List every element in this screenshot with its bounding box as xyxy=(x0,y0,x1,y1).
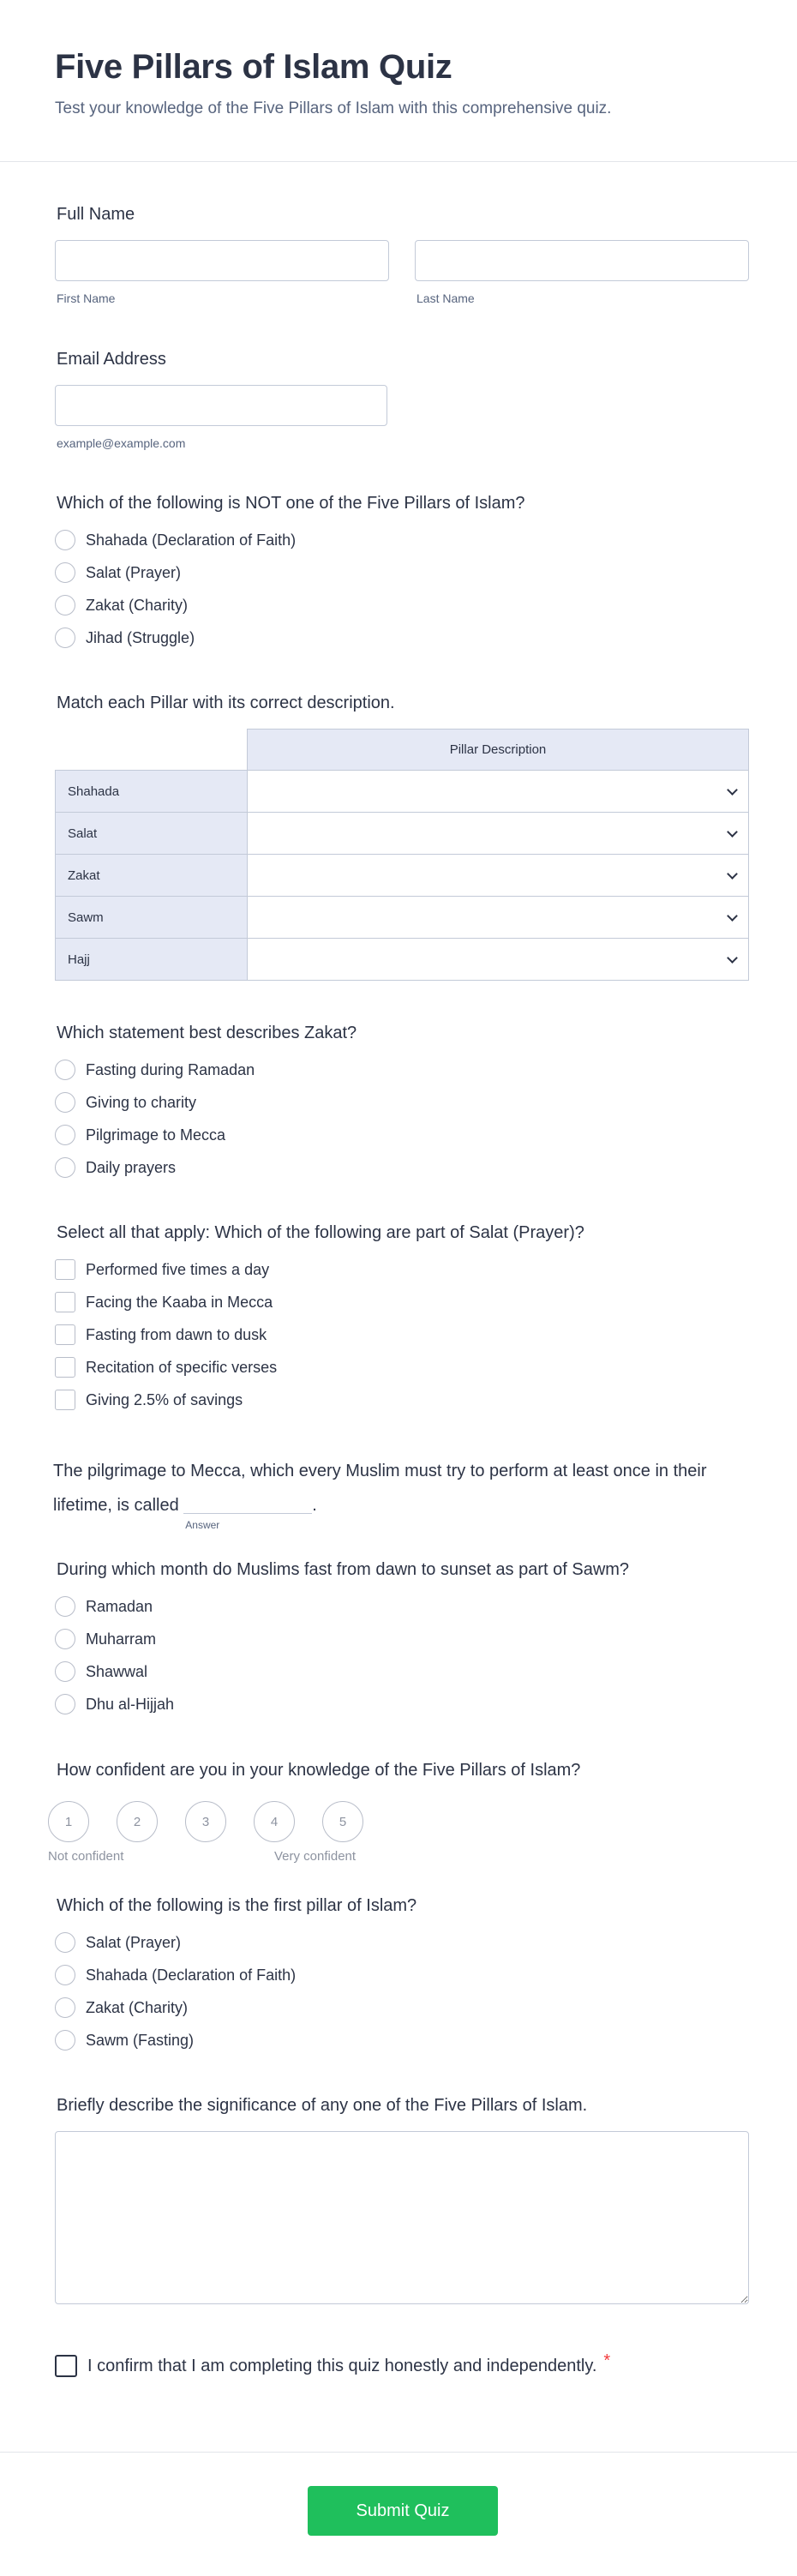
answer-blank-input[interactable] xyxy=(183,1495,312,1531)
option-label: Fasting during Ramadan xyxy=(86,1060,255,1078)
matrix-label: Match each Pillar with its correct description. xyxy=(57,694,395,712)
option-label: Giving 2.5% of savings xyxy=(86,1390,243,1408)
answer-sublabel: Answer xyxy=(185,1519,220,1531)
option-label: Recitation of specific verses xyxy=(86,1358,278,1376)
full-name-label: Full Name xyxy=(57,205,135,224)
radio-button[interactable] xyxy=(55,1125,75,1145)
first-name-input[interactable] xyxy=(55,240,389,281)
radio-option[interactable] xyxy=(55,1655,749,1688)
required-asterisk: * xyxy=(603,2351,611,2370)
radio-button[interactable] xyxy=(55,1092,75,1113)
confirm-label: I confirm that I am completing this quiz honestly and independently. xyxy=(87,2356,597,2375)
matrix-row-header: Sawm xyxy=(56,897,248,939)
radio-button[interactable] xyxy=(55,1661,75,1682)
question-label: Which of the following is the first pillar of Islam? xyxy=(57,1896,417,1915)
radio-option[interactable] xyxy=(55,621,749,654)
email-label: Email Address xyxy=(57,350,166,369)
option-label: Shahada (Declaration of Faith) xyxy=(86,1966,297,1984)
radio-option[interactable] xyxy=(55,589,749,621)
option-label: Performed five times a day xyxy=(86,1260,270,1278)
matrix-dropdown[interactable] xyxy=(248,813,749,855)
question-label: Select all that apply: Which of the following are part of Salat (Prayer)? xyxy=(57,1223,584,1242)
option-label: Sawm (Fasting) xyxy=(86,2031,195,2049)
radio-button[interactable] xyxy=(55,1997,75,2018)
radio-option[interactable] xyxy=(55,556,749,589)
full-name-field xyxy=(55,202,749,305)
options-list xyxy=(55,1926,749,2057)
question-label: Which of the following is NOT one of the Five Pillars of Islam? xyxy=(57,494,525,513)
checkbox-option[interactable] xyxy=(55,1351,749,1384)
last-name-input[interactable] xyxy=(415,240,749,281)
question-label: Briefly describe the significance of any one of the Five Pillars of Islam. xyxy=(57,2096,588,2115)
fill-in-blank-question xyxy=(53,1454,749,1531)
radio-button[interactable] xyxy=(55,1060,75,1080)
radio-button[interactable] xyxy=(55,1932,75,1953)
option-label: Ramadan xyxy=(86,1597,153,1615)
significance-textarea[interactable] xyxy=(55,2131,749,2304)
matrix-row-header: Zakat xyxy=(56,855,248,897)
option-label: Shahada (Declaration of Faith) xyxy=(86,531,297,549)
radio-option[interactable] xyxy=(55,524,749,556)
chevron-down-icon xyxy=(727,952,738,964)
confirm-checkbox[interactable] xyxy=(55,2355,77,2377)
rating-scale xyxy=(48,1801,749,1842)
radio-option[interactable] xyxy=(55,1119,749,1151)
email-input[interactable] xyxy=(55,385,387,426)
checkbox[interactable] xyxy=(55,1390,75,1410)
option-label: Zakat (Charity) xyxy=(86,596,189,614)
checkbox-option[interactable] xyxy=(55,1286,749,1318)
option-label: Daily prayers xyxy=(86,1158,177,1176)
matrix-dropdown[interactable] xyxy=(248,897,749,939)
fill-in-text xyxy=(53,1454,749,1531)
scale-option-3[interactable]: 3 xyxy=(185,1801,226,1842)
matrix-table xyxy=(55,729,749,981)
radio-button[interactable] xyxy=(55,1965,75,1985)
checkbox[interactable] xyxy=(55,1292,75,1312)
scale-high-label: Very confident xyxy=(274,1849,357,1864)
scale-low-label: Not confident xyxy=(48,1849,124,1864)
confirm-checkbox-row[interactable] xyxy=(55,2351,749,2377)
matrix-dropdown[interactable] xyxy=(248,855,749,897)
matrix-row-header: Shahada xyxy=(56,771,248,813)
question-sawm-month xyxy=(55,1558,749,1720)
option-label: Facing the Kaaba in Mecca xyxy=(86,1293,273,1311)
matrix-question xyxy=(55,691,749,981)
radio-option[interactable] xyxy=(55,1054,749,1086)
radio-button[interactable] xyxy=(55,595,75,615)
option-label: Dhu al-Hijjah xyxy=(86,1695,175,1713)
option-label: Salat (Prayer) xyxy=(86,1933,182,1951)
radio-option[interactable] xyxy=(55,1926,749,1959)
email-sublabel: example@example.com xyxy=(57,436,186,450)
option-label: Shawwal xyxy=(86,1662,148,1680)
radio-button[interactable] xyxy=(55,1157,75,1178)
radio-option[interactable] xyxy=(55,1151,749,1184)
scale-labels xyxy=(48,1849,749,1866)
fill-in-text-line1: The pilgrimage to Mecca, which every Muslim must try to perform at least once in their xyxy=(53,1462,707,1480)
radio-button[interactable] xyxy=(55,562,75,583)
radio-option[interactable] xyxy=(55,1623,749,1655)
scale-option-1[interactable]: 1 xyxy=(48,1801,89,1842)
checkbox[interactable] xyxy=(55,1324,75,1345)
matrix-dropdown[interactable] xyxy=(248,771,749,813)
radio-button[interactable] xyxy=(55,627,75,648)
email-field xyxy=(55,347,749,450)
checkbox-option[interactable] xyxy=(55,1384,749,1416)
option-label: Giving to charity xyxy=(86,1093,197,1111)
form-subtitle: Test your knowledge of the Five Pillars of Islam with this comprehensive quiz. xyxy=(55,99,612,117)
question-significance xyxy=(55,2093,749,2309)
radio-option[interactable] xyxy=(55,1991,749,2024)
submit-quiz-button[interactable]: Submit Quiz xyxy=(308,2486,498,2536)
radio-option[interactable] xyxy=(55,1959,749,1991)
options-list xyxy=(55,1590,749,1720)
option-label: Zakat (Charity) xyxy=(86,1998,189,2016)
radio-button[interactable] xyxy=(55,1596,75,1617)
checkbox[interactable] xyxy=(55,1259,75,1280)
matrix-row-header: Salat xyxy=(56,813,248,855)
question-not-a-pillar xyxy=(55,491,749,654)
scale-option-5[interactable]: 5 xyxy=(322,1801,363,1842)
question-salat-checkboxes xyxy=(55,1221,749,1416)
form-title: Five Pillars of Islam Quiz xyxy=(55,48,452,86)
option-label: Muharram xyxy=(86,1630,157,1648)
radio-button[interactable] xyxy=(55,1694,75,1714)
question-zakat xyxy=(55,1021,749,1184)
option-label: Fasting from dawn to dusk xyxy=(86,1325,267,1343)
options-list xyxy=(55,524,749,654)
chevron-down-icon xyxy=(727,826,738,838)
checkbox[interactable] xyxy=(55,1357,75,1378)
checkbox-option[interactable] xyxy=(55,1253,749,1286)
question-label: Which statement best describes Zakat? xyxy=(57,1024,357,1042)
matrix-corner xyxy=(56,730,248,771)
question-label: How confident are you in your knowledge of the Five Pillars of Islam? xyxy=(57,1761,581,1780)
form-footer xyxy=(0,2452,797,2576)
radio-button[interactable] xyxy=(55,2030,75,2051)
chevron-down-icon xyxy=(727,910,738,922)
chevron-down-icon xyxy=(727,868,738,880)
option-label: Pilgrimage to Mecca xyxy=(86,1126,226,1144)
radio-option[interactable] xyxy=(55,1086,749,1119)
matrix-row-header: Hajj xyxy=(56,939,248,981)
radio-button[interactable] xyxy=(55,1629,75,1649)
first-name-sublabel: First Name xyxy=(57,291,116,305)
option-label: Salat (Prayer) xyxy=(86,563,182,581)
option-label: Jihad (Struggle) xyxy=(86,628,195,646)
radio-option[interactable] xyxy=(55,1590,749,1623)
matrix-dropdown[interactable] xyxy=(248,939,749,981)
options-list xyxy=(55,1253,749,1416)
scale-option-4[interactable]: 4 xyxy=(254,1801,295,1842)
options-list xyxy=(55,1054,749,1184)
scale-option-2[interactable]: 2 xyxy=(117,1801,158,1842)
matrix-column-header: Pillar Description xyxy=(248,730,749,771)
chevron-down-icon xyxy=(727,784,738,796)
checkbox-option[interactable] xyxy=(55,1318,749,1351)
fill-in-text-end: . xyxy=(312,1496,317,1515)
confidence-scale-question xyxy=(48,1758,749,1866)
radio-option[interactable] xyxy=(55,2024,749,2057)
confirm-field xyxy=(55,2351,749,2377)
form-header xyxy=(0,0,797,162)
radio-option[interactable] xyxy=(55,1688,749,1720)
fill-in-text-line2: lifetime, is called xyxy=(53,1496,179,1515)
last-name-sublabel: Last Name xyxy=(416,291,475,305)
question-first-pillar xyxy=(55,1894,749,2057)
radio-button[interactable] xyxy=(55,530,75,550)
question-label: During which month do Muslims fast from dawn to sunset as part of Sawm? xyxy=(57,1560,630,1579)
